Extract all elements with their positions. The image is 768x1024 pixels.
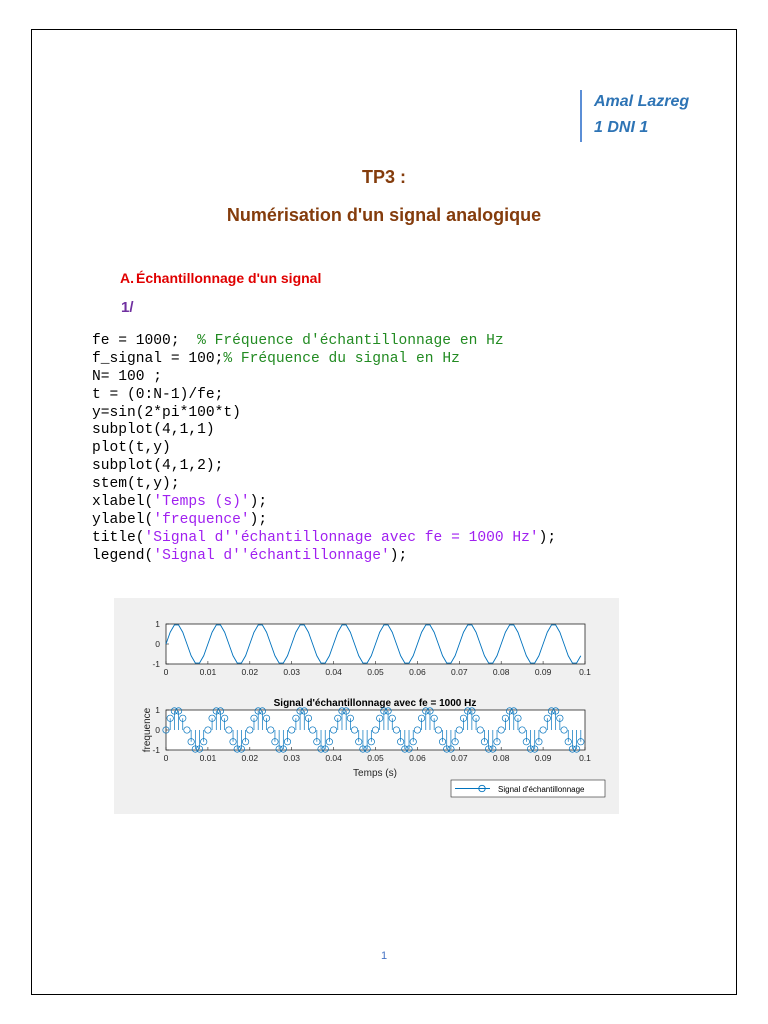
code-comment: % Fréquence d'échantillonnage en Hz xyxy=(197,333,504,349)
code-text: legend( xyxy=(92,547,154,564)
code-line xyxy=(92,333,556,351)
x-tick-label: 0.1 xyxy=(579,667,591,677)
section-marker: A. xyxy=(120,270,134,286)
code-text: N= 100 ; xyxy=(92,368,163,385)
x-tick-label: 0.06 xyxy=(409,753,426,763)
x-tick-label: 0.03 xyxy=(283,753,300,763)
code-text: stem(t,y); xyxy=(92,476,180,493)
code-string: 'Signal d''échantillonnage' xyxy=(153,547,390,564)
code-text: f_signal = 100; xyxy=(92,350,224,367)
code-string: 'Temps (s)' xyxy=(153,494,250,511)
y-tick-label: 1 xyxy=(155,705,160,715)
author-divider xyxy=(580,90,582,142)
y-tick-label: -1 xyxy=(152,659,160,669)
y-tick-label: 1 xyxy=(155,619,160,629)
matlab-figure xyxy=(114,598,619,814)
code-text: subplot(4,1,1) xyxy=(92,422,215,439)
x-tick-label: 0.02 xyxy=(241,753,259,763)
code-text: plot(t,y) xyxy=(92,440,171,457)
x-tick-label: 0.01 xyxy=(199,753,217,763)
y-tick-label: 0 xyxy=(155,639,160,649)
code-text: t = (0:N-1)/fe; xyxy=(92,386,224,403)
code-line xyxy=(92,476,556,494)
code-text: xlabel( xyxy=(92,494,154,511)
legend-label: Signal d'échantillonnage xyxy=(498,785,585,794)
document-subtitle: Numérisation d'un signal analogique xyxy=(226,205,542,225)
code-text: ylabel( xyxy=(92,511,154,528)
code-line xyxy=(92,387,556,405)
x-tick-label: 0.02 xyxy=(241,667,259,677)
author-name: Amal Lazreg xyxy=(594,93,690,110)
code-text: subplot(4,1,2); xyxy=(92,458,224,475)
x-tick-label: 0.07 xyxy=(451,667,468,677)
x-tick-label: 0.09 xyxy=(534,667,552,677)
x-tick-label: 0.07 xyxy=(451,753,468,763)
section-label: Échantillonnage d'un signal xyxy=(136,270,322,286)
x-tick-label: 0.08 xyxy=(492,667,510,677)
subplot2-ylabel: frequence xyxy=(142,707,153,753)
x-tick-label: 0 xyxy=(163,667,169,677)
code-text: title( xyxy=(92,529,145,546)
x-tick-label: 0.1 xyxy=(579,753,591,763)
x-tick-label: 0.05 xyxy=(367,753,384,763)
x-tick-label: 0.09 xyxy=(534,753,552,763)
code-text: ); xyxy=(249,494,268,511)
x-tick-label: 0.08 xyxy=(492,753,510,763)
code-line xyxy=(92,440,556,458)
code-text: ); xyxy=(538,529,557,546)
subplot2-axes xyxy=(166,710,585,750)
code-string: 'frequence' xyxy=(153,511,250,528)
code-block xyxy=(92,333,556,566)
code-text: ); xyxy=(249,511,268,528)
code-line xyxy=(92,512,556,530)
x-tick-label: 0.04 xyxy=(325,667,342,677)
figure-svg xyxy=(114,598,619,814)
code-line xyxy=(92,369,556,387)
x-tick-label: 0.05 xyxy=(367,667,384,677)
code-comment: % Fréquence du signal en Hz xyxy=(223,350,460,367)
x-tick-label: 0 xyxy=(163,753,169,763)
subplot2-xlabel: Temps (s) xyxy=(353,768,397,779)
page-number: 1 xyxy=(380,950,388,962)
x-tick-label: 0.03 xyxy=(283,667,300,677)
y-tick-label: -1 xyxy=(152,745,160,755)
code-line xyxy=(92,351,556,369)
x-tick-label: 0.01 xyxy=(199,667,217,677)
code-line xyxy=(92,494,556,512)
code-line xyxy=(92,422,556,440)
code-text: y=sin(2*pi*100*t) xyxy=(92,404,241,421)
subplot2-title: Signal d'échantillonnage avec fe = 1000 Hz xyxy=(273,698,477,709)
code-text: ); xyxy=(389,547,408,564)
code-string: 'Signal d''échantillonnage avec fe = 1000 Hz' xyxy=(144,529,539,546)
x-tick-label: 0.04 xyxy=(325,753,342,763)
author-class: 1 DNI 1 xyxy=(594,119,649,136)
x-tick-label: 0.06 xyxy=(409,667,426,677)
section-heading xyxy=(120,270,321,286)
subsection-heading: 1/ xyxy=(121,299,134,316)
code-line xyxy=(92,405,556,423)
y-tick-label: 0 xyxy=(155,725,160,735)
code-text: fe = 1000; xyxy=(92,333,198,349)
code-line xyxy=(92,548,556,566)
code-line xyxy=(92,530,556,548)
document-title: TP3 : xyxy=(361,167,406,187)
code-line xyxy=(92,458,556,476)
